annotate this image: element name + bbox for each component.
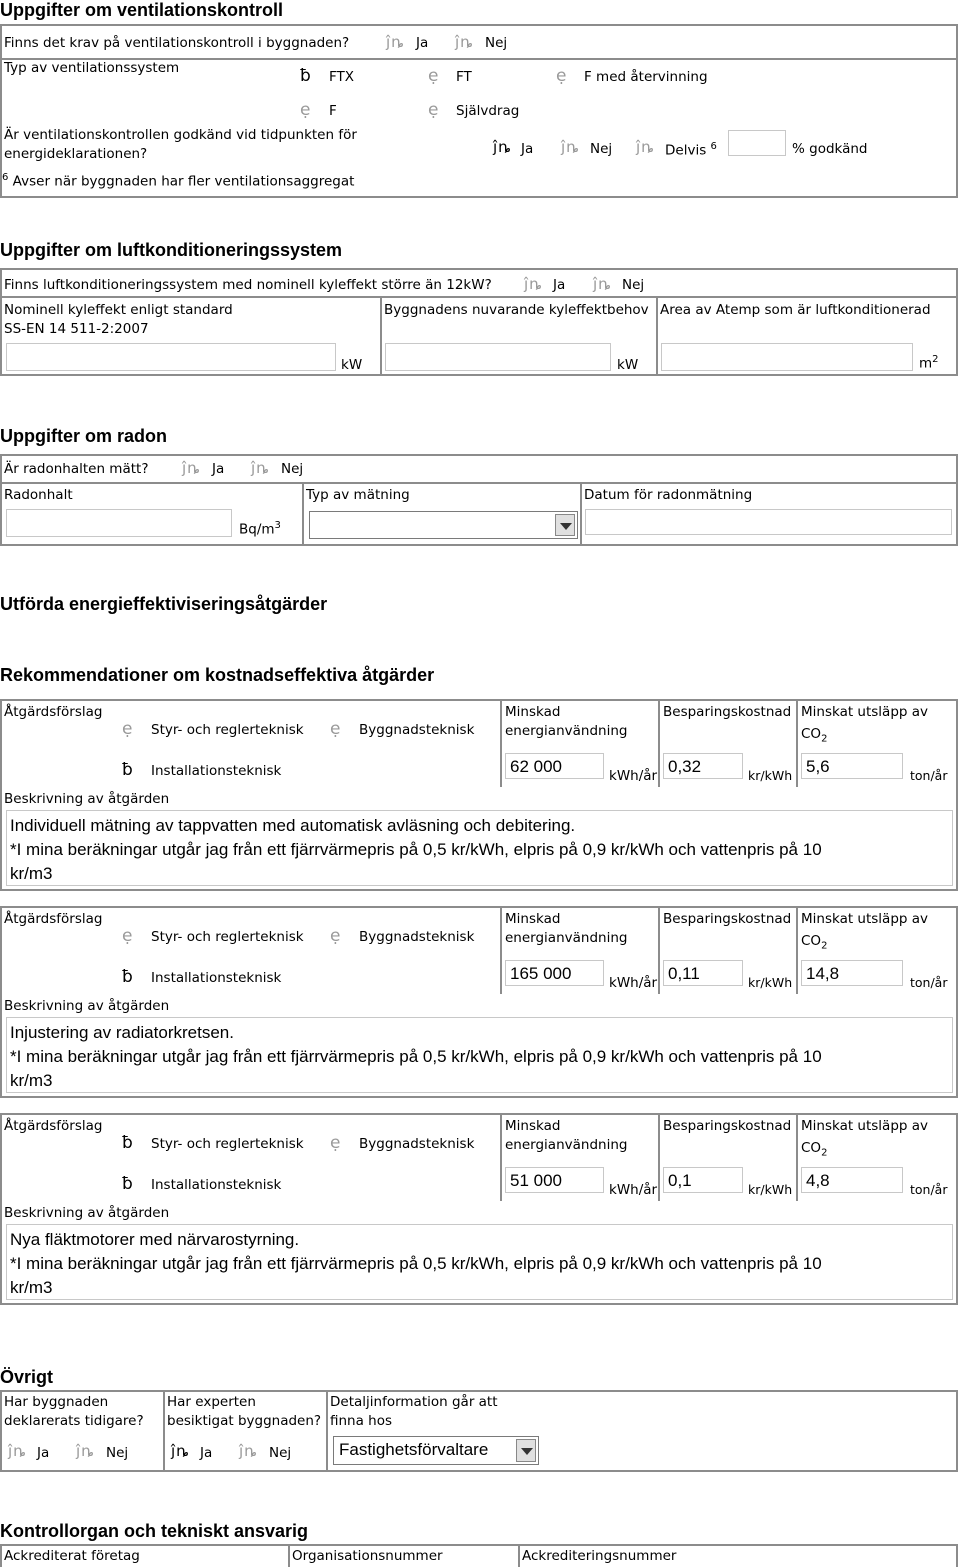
checkbox-inst[interactable]: ƀ [122, 760, 133, 780]
option-styr: Styr- och reglerteknisk [151, 929, 304, 945]
radio-ja[interactable]: ĵȵ [386, 33, 405, 51]
recommendations-heading: Rekommendationer om kostnadseffektiva åtgärder [0, 665, 435, 685]
unit-kwh-year: kWh/år [609, 768, 658, 784]
radon-col3: Datum för radonmätning [584, 487, 753, 503]
label-description: Beskrivning av åtgärden [4, 998, 170, 1014]
divider [658, 1113, 660, 1201]
label-approved-ja: Ja [521, 141, 534, 157]
cost-input[interactable] [663, 960, 743, 986]
checkbox-bygg[interactable]: ẹ [330, 1133, 341, 1153]
label-minskad: Minskad [505, 911, 561, 927]
description-line-3: kr/m3 [10, 864, 53, 883]
other-col1-l2: deklarerats tidigare? [4, 1413, 144, 1429]
label-ac-ja: Ja [553, 277, 566, 293]
label-delvis: Delvis $^6$ [665, 141, 717, 159]
option-bygg: Byggnadsteknisk [359, 1136, 475, 1152]
detail-info-select[interactable] [333, 1436, 539, 1465]
checkbox-f[interactable]: ẹ [300, 100, 311, 120]
option-styr: Styr- och reglerteknisk [151, 1136, 304, 1152]
radio-ac-ja[interactable]: ĵȵ [524, 275, 543, 293]
option-styr: Styr- och reglerteknisk [151, 722, 304, 738]
label-co2: $CO_2$ [801, 1140, 828, 1159]
label-ac-nej: Nej [622, 277, 645, 293]
option-bygg: Byggnadsteknisk [359, 929, 475, 945]
ac-col3: Area av Atemp som är luftkonditionerad [660, 302, 931, 318]
vent-type-label: Typ av ventilationssystem [4, 60, 180, 76]
label-energianvandning: energianvändning [505, 930, 628, 946]
energy-value: 62 000 [510, 757, 562, 776]
divider [302, 482, 304, 546]
energy-savings-input[interactable] [505, 753, 604, 779]
type-f: F [329, 103, 337, 119]
option-inst: Installationsteknisk [151, 970, 282, 986]
unit-m2: $m^2$ [919, 354, 939, 372]
ac-heading: Uppgifter om luftkonditioneringssystem [0, 240, 343, 260]
divider [658, 906, 660, 994]
other-col2-l2: besiktigat byggnaden? [167, 1413, 322, 1429]
co2-input[interactable] [801, 753, 903, 779]
description-line-3: kr/m3 [10, 1071, 53, 1090]
label-inspected-ja: Ja [200, 1445, 213, 1461]
checkbox-bygg[interactable]: ẹ [330, 926, 341, 946]
unit-kr-kwh: kr/kWh [748, 1182, 793, 1197]
label-utslapp: Minskat utsläpp av [801, 704, 929, 720]
unit-kw-1: kW [341, 357, 363, 373]
label-inspected-nej: Nej [269, 1445, 292, 1461]
approved-question-l2: energideklarationen? [4, 146, 148, 162]
ac-question: Finns luftkonditioneringssystem med nominell kyleffekt större än 12kW? [4, 277, 492, 293]
unit-kwh-year: kWh/år [609, 975, 658, 991]
radio-approved-delvis[interactable]: ĵȵ [636, 138, 655, 156]
description-line-2: *I mina beräkningar utgår jag från ett fjärrvärmepris på 0,5 kr/kWh, elpris på 0,9 kr/kWh och vattenpris på 10 [10, 1254, 822, 1273]
label-description: Beskrivning av åtgärden [4, 1205, 170, 1221]
radon-heading: Uppgifter om radon [0, 426, 167, 446]
description-line-1: Individuell mätning av tappvatten med automatisk avläsning och debitering. [10, 816, 576, 835]
co2-input[interactable] [801, 1167, 903, 1193]
type-sjalvdrag: Självdrag [456, 103, 520, 119]
energy-savings-input[interactable] [505, 960, 604, 986]
measures-heading: Utförda energieffektiviseringsåtgärder [0, 594, 328, 614]
radio-ac-nej[interactable]: ĵȵ [593, 275, 612, 293]
co2-input[interactable] [801, 960, 903, 986]
radon-level-input[interactable] [6, 509, 232, 537]
vent-required-question: Finns det krav på ventilationskontroll i byggnaden? [4, 35, 350, 51]
divider [500, 906, 502, 994]
measurement-type-select[interactable] [309, 511, 578, 539]
nominal-cooling-input[interactable] [6, 343, 336, 371]
unit-ton-year: ton/år [910, 975, 948, 990]
checkbox-ft[interactable]: ẹ [428, 66, 439, 86]
radio-inspected-nej[interactable]: ĵȵ [239, 1442, 258, 1460]
divider [500, 699, 502, 787]
unit-bqm3: $Bq/m^3$ [239, 520, 281, 538]
control-col3: Ackrediteringsnummer [522, 1548, 677, 1564]
description-line-1: Nya fläktmotorer med närvarostyrning. [10, 1230, 300, 1249]
checkbox-styr[interactable]: ẹ [122, 926, 133, 946]
description-line-2: *I mina beräkningar utgår jag från ett fjärrvärmepris på 0,5 kr/kWh, elpris på 0,9 kr/kWh och vattenpris på 10 [10, 840, 822, 859]
ac-col1-l2: SS-EN 14 511-2:2007 [4, 321, 149, 337]
option-inst: Installationsteknisk [151, 1177, 282, 1193]
divider [796, 906, 798, 994]
chevron-down-icon [555, 514, 575, 536]
divider [796, 699, 798, 787]
option-inst: Installationsteknisk [151, 763, 282, 779]
description-line-2: *I mina beräkningar utgår jag från ett fjärrvärmepris på 0,5 kr/kWh, elpris på 0,9 kr/kWh och vattenpris på 10 [10, 1047, 822, 1066]
label-description: Beskrivning av åtgärden [4, 791, 170, 807]
radon-col2: Typ av mätning [306, 487, 410, 503]
cost-input[interactable] [663, 753, 743, 779]
unit-kr-kwh: kr/kWh [748, 975, 793, 990]
radio-declared-nej[interactable]: ĵȵ [76, 1442, 95, 1460]
label-besparing: Besparingskostnad [663, 1118, 792, 1134]
checkbox-inst[interactable]: ƀ [122, 967, 133, 987]
control-box [0, 1544, 958, 1567]
radio-radon-nej[interactable]: ĵȵ [251, 459, 270, 477]
radio-radon-ja[interactable]: ĵȵ [182, 459, 201, 477]
divider [163, 1390, 165, 1472]
divider [0, 296, 958, 298]
co2-value: 5,6 [806, 757, 830, 776]
radio-inspected-ja[interactable]: ĵȵ [171, 1442, 190, 1460]
percent-label: % godkänd [792, 141, 868, 157]
unit-ton-year: ton/år [910, 1182, 948, 1197]
footnote: $^6$ Avser när byggnaden har fler ventilationsaggregat [2, 172, 355, 190]
label-energianvandning: energianvändning [505, 1137, 628, 1153]
unit-ton-year: ton/år [910, 768, 948, 783]
percent-approved-input[interactable] [728, 130, 786, 156]
label-radon-nej: Nej [281, 461, 304, 477]
ac-col1-l1: Nominell kyleffekt enligt standard [4, 302, 233, 318]
radon-date-input[interactable] [585, 509, 952, 535]
label-proposal: Åtgärdsförslag [4, 704, 103, 720]
type-ft: FT [456, 69, 472, 85]
control-col2: Organisationsnummer [292, 1548, 443, 1564]
option-bygg: Byggnadsteknisk [359, 722, 475, 738]
label-minskad: Minskad [505, 704, 561, 720]
other-col2-l1: Har experten [167, 1394, 256, 1410]
checkbox-styr[interactable]: ƀ [122, 1133, 133, 1153]
divider [796, 1113, 798, 1201]
label-co2: $CO_2$ [801, 726, 828, 745]
divider [0, 482, 958, 484]
divider [500, 1113, 502, 1201]
type-ftx: FTX [329, 69, 355, 85]
divider [380, 296, 382, 376]
approved-question-l1: Är ventilationskontrollen godkänd vid tidpunkten för [4, 127, 357, 143]
radio-declared-ja[interactable]: ĵȵ [8, 1442, 27, 1460]
unit-kw-2: kW [617, 357, 639, 373]
radon-col1: Radonhalt [4, 487, 73, 503]
type-f-atervinning: F med återvinning [584, 69, 708, 85]
label-declared-nej: Nej [106, 1445, 129, 1461]
cost-value: 0,32 [668, 757, 702, 776]
checkbox-sjalvdrag[interactable]: ẹ [428, 100, 439, 120]
other-col3-l1: Detaljinformation går att [330, 1394, 498, 1410]
control-col1: Ackrediterat företag [4, 1548, 140, 1564]
label-besparing: Besparingskostnad [663, 911, 792, 927]
label-minskad: Minskad [505, 1118, 561, 1134]
label-co2: $CO_2$ [801, 933, 828, 952]
checkbox-inst[interactable]: ƀ [122, 1174, 133, 1194]
description-line-3: kr/m3 [10, 1278, 53, 1297]
radio-nej[interactable]: ĵȵ [455, 33, 474, 51]
label-besparing: Besparingskostnad [663, 704, 792, 720]
label-utslapp: Minskat utsläpp av [801, 1118, 929, 1134]
label-utslapp: Minskat utsläpp av [801, 911, 929, 927]
energy-value: 165 000 [510, 964, 572, 983]
divider [658, 699, 660, 787]
divider [518, 1544, 520, 1567]
co2-value: 14,8 [806, 964, 840, 983]
cost-input[interactable] [663, 1167, 743, 1193]
divider [326, 1390, 328, 1472]
label-proposal: Åtgärdsförslag [4, 1118, 103, 1134]
radio-approved-ja[interactable]: ĵȵ [493, 138, 512, 156]
label-energianvandning: energianvändning [505, 723, 628, 739]
checkbox-ftx[interactable]: ƀ [300, 66, 311, 86]
description-textarea[interactable] [6, 810, 953, 886]
label-nej: Nej [485, 35, 508, 51]
label-proposal: Åtgärdsförslag [4, 911, 103, 927]
label-approved-nej: Nej [590, 141, 613, 157]
other-col1-l1: Har byggnaden [4, 1394, 109, 1410]
control-heading: Kontrollorgan och tekniskt ansvarig [0, 1521, 309, 1541]
description-textarea[interactable] [6, 1017, 953, 1093]
checkbox-styr[interactable]: ẹ [122, 719, 133, 739]
divider [288, 1544, 290, 1567]
energy-value: 51 000 [510, 1171, 562, 1190]
label-declared-ja: Ja [37, 1445, 50, 1461]
co2-value: 4,8 [806, 1171, 830, 1190]
chevron-down-icon [516, 1439, 536, 1462]
cooling-demand-input[interactable] [385, 343, 611, 371]
divider [580, 482, 582, 546]
cost-value: 0,11 [668, 964, 700, 983]
ac-area-input[interactable] [661, 343, 913, 371]
unit-kr-kwh: kr/kWh [748, 768, 793, 783]
label-radon-ja: Ja [212, 461, 225, 477]
divider [656, 296, 658, 376]
cost-value: 0,1 [668, 1171, 692, 1190]
other-heading: Övrigt [0, 1367, 54, 1387]
label-ja: Ja [416, 35, 429, 51]
detail-info-value: Fastighetsförvaltare [339, 1440, 489, 1459]
other-col3-l2: finna hos [330, 1413, 393, 1429]
radon-question: Är radonhalten mätt? [4, 461, 149, 477]
radio-approved-nej[interactable]: ĵȵ [561, 138, 580, 156]
description-line-1: Injustering av radiatorkretsen. [10, 1023, 234, 1042]
description-textarea[interactable] [6, 1224, 953, 1300]
ac-col2: Byggnadens nuvarande kyleffektbehov [384, 302, 649, 318]
energy-savings-input[interactable] [505, 1167, 604, 1193]
ventilation-heading: Uppgifter om ventilationskontroll [0, 0, 284, 20]
unit-kwh-year: kWh/år [609, 1182, 658, 1198]
checkbox-f-atervinning[interactable]: ẹ [556, 66, 567, 86]
checkbox-bygg[interactable]: ẹ [330, 719, 341, 739]
